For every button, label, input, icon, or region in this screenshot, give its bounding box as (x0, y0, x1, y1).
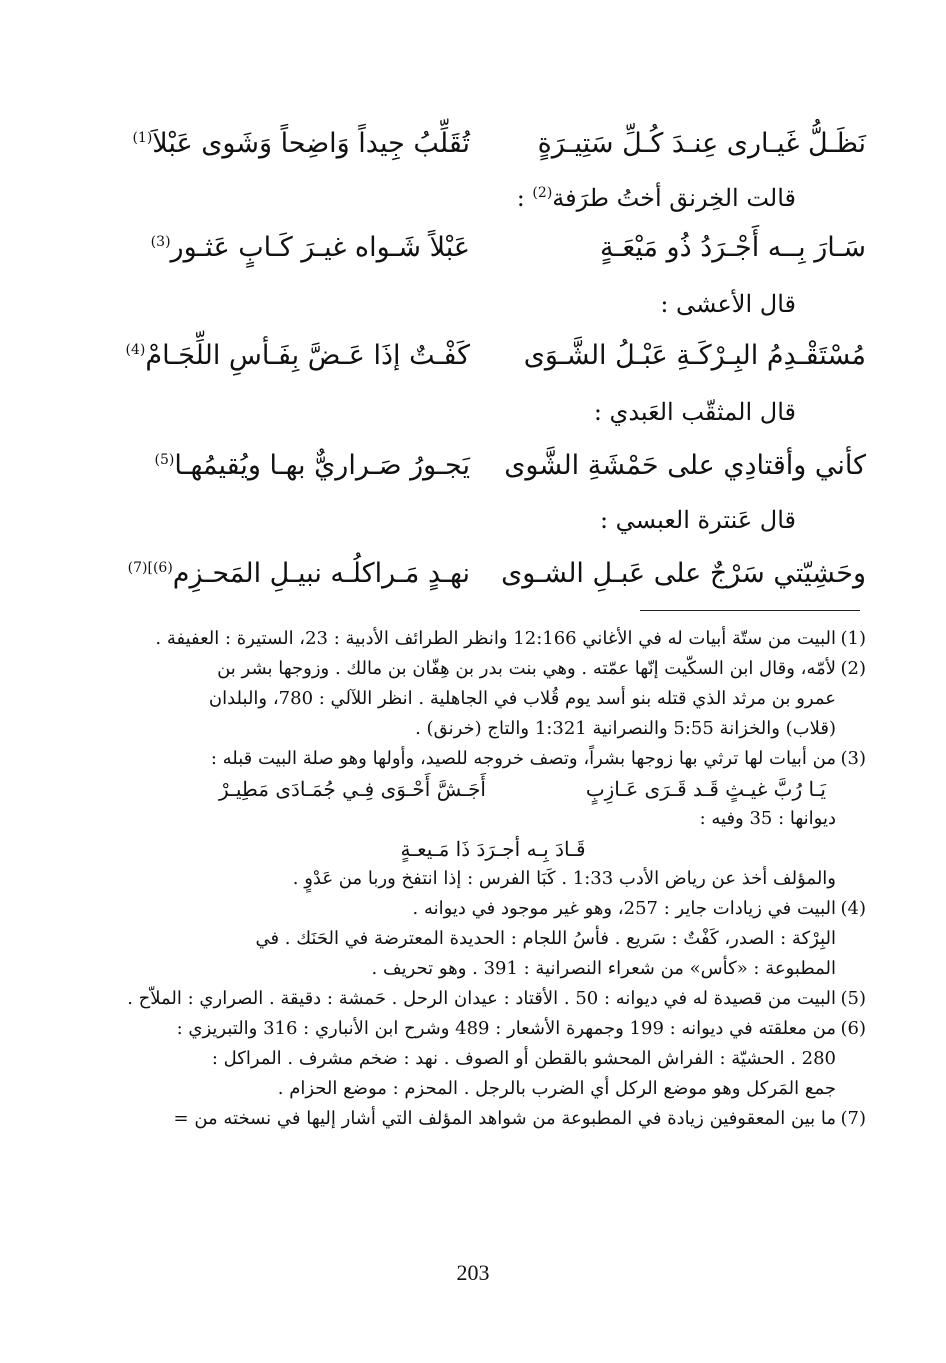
footnote-5 (120, 984, 866, 1014)
footnote-3-verse-second: أَجَـشَّ أَحْـوَى فِـي جُمَـادَى مَطِيـرْ (218, 777, 486, 801)
intro-3: قال المثقّب العَبدي : (593, 398, 796, 426)
footnote-3-line-3: والمؤلف أخذ عن رياض الأدب 1:33 . كَبَا الفرس : إذا انتفخ وربا من عَدْوٍ . (292, 868, 836, 889)
intro-1-text: قالت الخِرنق أختُ طرَفة (552, 184, 796, 212)
footnote-3-line-1: من أبيات لها ترثي بها زوجها بشراً، وتصف خروجه للصيد، وأولها وهو صلة البيت قبله : (210, 748, 836, 769)
footnote-2 (120, 654, 866, 684)
footnote-4 (120, 894, 866, 924)
footnotes (120, 624, 866, 1134)
footnote-2-number: (2) (840, 658, 866, 679)
footnote-2-line-1: لأمّه، وقال ابن السكّيت إنّها عمّته . وهي بنت بدر بن هِفّان بن مالك . وزوجها بشر بن (217, 658, 836, 679)
footnote-ref-6: (6) (152, 560, 173, 576)
footnote-7-number: (7) (840, 1108, 866, 1129)
verse-4-h2-text: يَجـورُ صَـراريٌّ بهـا ويُقيمُهـا (174, 450, 470, 481)
footnote-3-number: (3) (840, 748, 866, 769)
footnote-3-verse-first: يَـا رُبَّ غيـثٍ قَـد قَـرَى عَـازِبٍ (585, 777, 826, 801)
verse-4 (130, 450, 866, 500)
footnote-2-line-3: (قلاب) والخزانة 5:55 والنصرانية 1:321 والتاج (خرنق) . (415, 718, 836, 739)
intro-1 (517, 184, 796, 212)
footnote-5-text: البيت من قصيدة له في ديوانه : 50 . الأقتاد : عيدان الرحل . حَمشة : دقيقة . الصراري : الملاّح . (127, 988, 836, 1009)
footnote-ref-5: (5) (154, 452, 175, 468)
verse-3-h2-text: كَفْـتٌ إذَا عَـضَّ بِفَـأسِ اللِّجَـامْ (145, 340, 470, 371)
verse-1-second-hemistich (130, 128, 470, 159)
footnote-5-number: (5) (840, 988, 866, 1009)
footnote-3-variant-hemistich: قَـادَ بِـه أجـرَدَ ذَا مَـيعـةٍ (400, 837, 586, 861)
footnote-1-text: البيت من ستّة أبيات له في الأغاني 12:166 وانظر الطرائف الأدبية : 23، الستيرة : العفيفة . (155, 628, 836, 649)
intro-2: قال الأعشى : (660, 290, 796, 318)
verse-4-first-hemistich: كأني وأقتادِي على حَمْشَةِ الشَّوى (504, 450, 866, 481)
verse-1 (130, 128, 866, 178)
footnote-1-number: (1) (840, 628, 866, 649)
verse-1-h2-text: تُقَلِّبُ جِيداً وَاضِحاً وَشَوى عَبْلاَ (152, 128, 470, 159)
footnote-6 (120, 1014, 866, 1044)
footnote-separator (640, 610, 860, 611)
footnote-3-verse (120, 774, 866, 804)
page-number: 203 (456, 1260, 490, 1285)
verse-1-first-hemistich: نَظَـلُّ غَيـارى عِنـدَ كُـلِّ سَتِيـرَةٍ (537, 128, 866, 159)
footnote-6-line-1: من معلقته في ديوانه : 199 وجمهرة الأشعار : 489 وشرح ابن الأنباري : 316 والتبريزي : (176, 1018, 836, 1039)
footnote-ref-1: (1) (132, 130, 153, 146)
footnote-3 (120, 744, 866, 774)
verse-5-second-hemistich (127, 558, 470, 589)
footnote-6-line-2: 280 . الحشيّة : الفراش المحشو بالقطن أو الصوف . نهد : ضخم مشرف . المراكل : (211, 1048, 836, 1069)
verse-3-second-hemistich (125, 340, 470, 371)
verse-2-first-hemistich: سَـارَ بِــه أَجْـرَدُ ذُو مَيْعَـةٍ (599, 232, 866, 263)
verse-5 (127, 558, 866, 608)
verse-5-first-hemistich: وحَشِيّتي سَرْجٌ على عَبـلِ الشـوى (501, 558, 866, 589)
verse-4-second-hemistich (130, 450, 470, 481)
footnote-4-line-2: البِرْكة : الصدر، كَفْتٌ : سَريع . فأسُ اللجام : الحديدة المعترضة في الحَنَك . في (255, 928, 836, 949)
footnote-ref-3: (3) (150, 234, 171, 250)
footnote-ref-2: (2) (532, 185, 553, 201)
footnote-2-line-2: عمرو بن مرثد الذي قتله بنو أسد يوم قُلاب في الجاهلية . انظر اللآلي : 780، والبلدان (208, 688, 836, 709)
intro-4: قال عَنترة العبسي : (599, 506, 796, 534)
footnote-7-text: ما بين المعقوفين زيادة في المطبوعة من شواهد المؤلف التي أشار إليها في نسخته من = (173, 1108, 836, 1129)
intro-1-colon: : (516, 184, 525, 212)
footnote-1 (120, 624, 866, 654)
verse-2-h2-text: عَبْلاً شَـواه غيـرَ كَـابٍ عَثـور (170, 232, 470, 263)
verse-2-second-hemistich (130, 232, 470, 263)
footnote-4-number: (4) (840, 898, 866, 919)
footnote-4-line-3: المطبوعة : «كأس» من شعراء النصرانية : 391 . وهو تحريف . (371, 958, 836, 979)
verse-3 (125, 340, 866, 390)
footnote-4-line-1: البيت في زيادات جاير : 257، وهو غير موجود في ديوانه . (412, 898, 836, 919)
footnote-ref-4: (4) (125, 342, 146, 358)
verse-3-first-hemistich: مُسْتَقْـدِمُ البِـرْكَـةِ عَبْـلُ الشَّـوَى (523, 340, 866, 371)
verse-2 (130, 232, 866, 282)
footnote-6-line-3: جمع المَركل وهو موضع الركل أي الضرب بالرجل . المحزم : موضع الحزام . (277, 1078, 836, 1099)
footnote-6-number: (6) (840, 1018, 866, 1039)
footnote-7 (120, 1104, 866, 1134)
verse-5-h2-text: نهـدٍ مَـراكلُـه نبيـلِ المَحـزِم (172, 558, 470, 589)
footnote-3-line-2: ديوانها : 35 وفيه : (699, 808, 836, 829)
footnote-ref-7: ](7) (127, 560, 153, 576)
